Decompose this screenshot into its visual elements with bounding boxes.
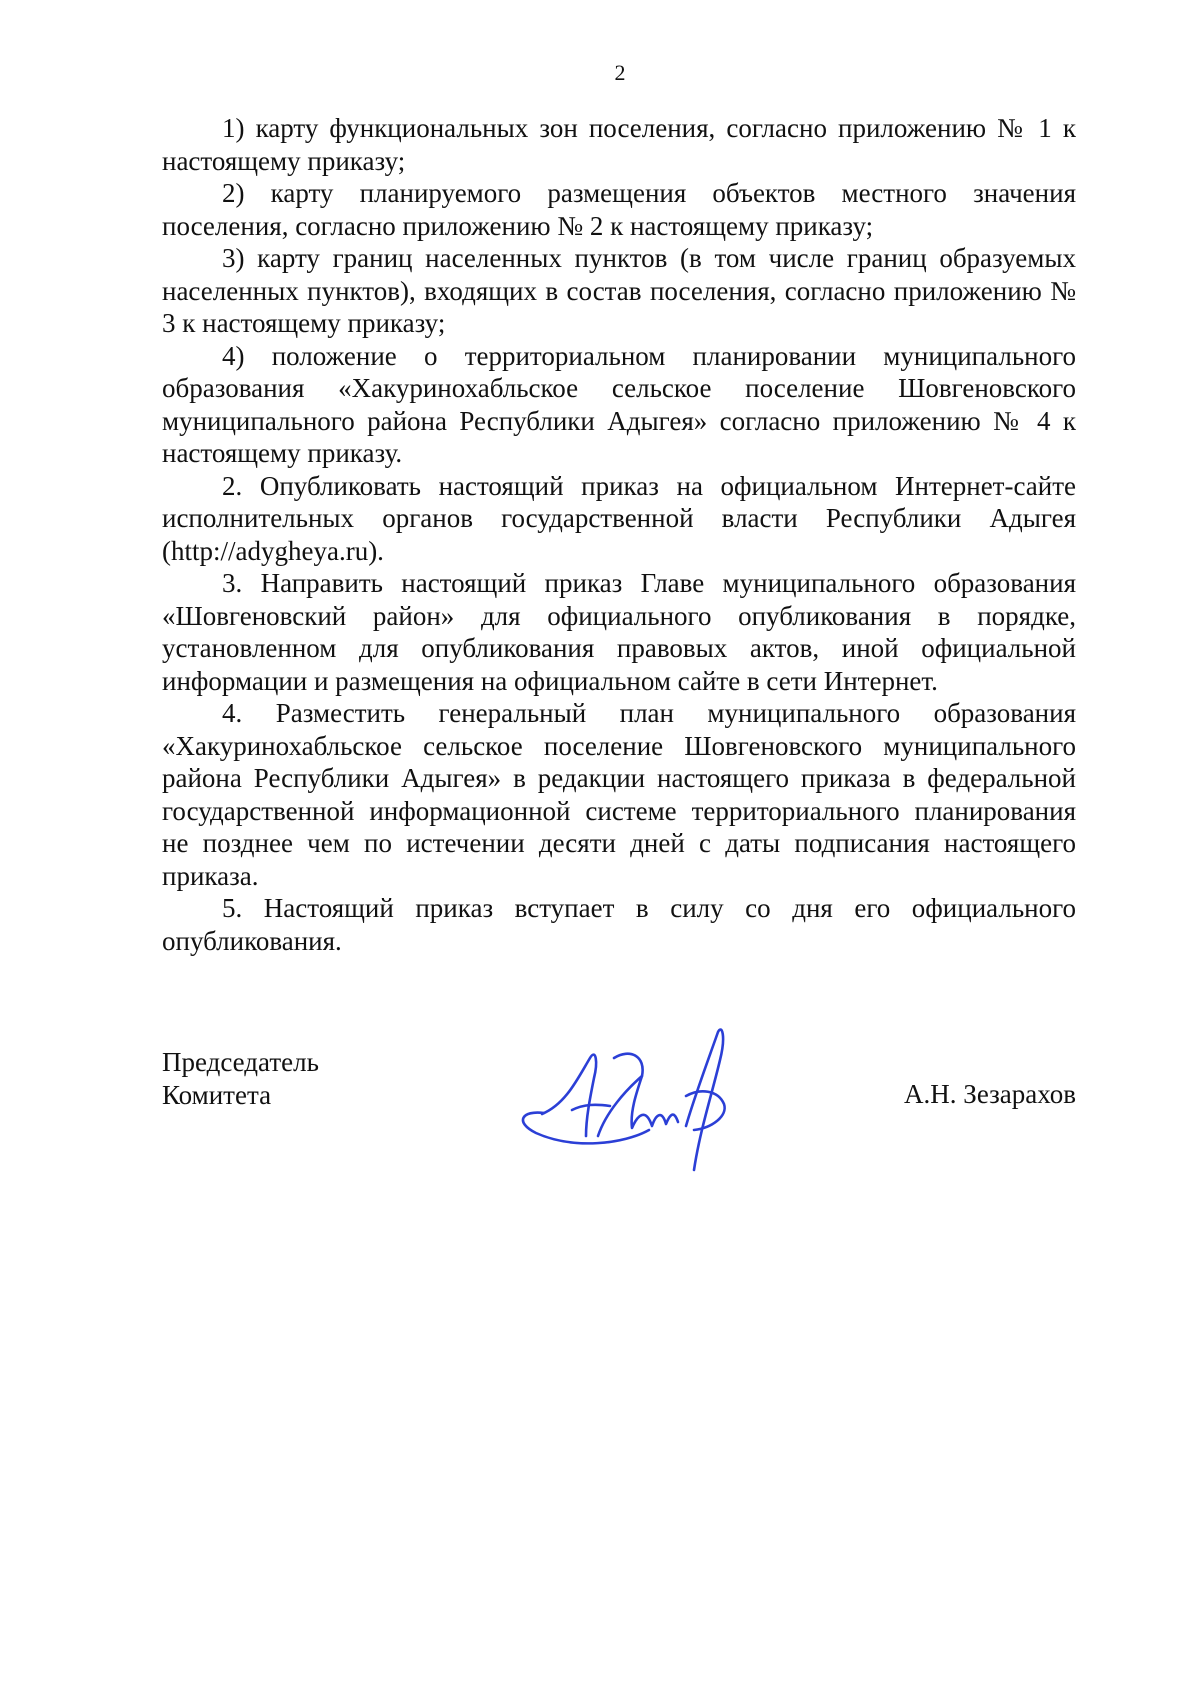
signature-block: [162, 1046, 1076, 1186]
handwritten-signature: [514, 1018, 744, 1178]
paragraph-item-2-map-local-objects: 2) карту планируемого размещения объектов местного значения поселения, согласно приложению № 2 к настоящему приказу;: [162, 178, 1076, 241]
signatory-position: [162, 1046, 319, 1111]
paragraph-item-3-map-settlement-borders: 3) карту границ населенных пунктов (в том числе границ образуемых населенных пунктов), входящих в состав поселения, согласно приложению № 3 к настоящему приказу;: [162, 243, 1076, 338]
paragraph-send-to-head: 3. Направить настоящий приказ Главе муниципального образования «Шовгеновский район» для официального опубликования в порядке, установленном для опубликования правовых актов, иной официальной информации и размещения на официальном сайте в сети Интернет.: [162, 568, 1076, 696]
paragraph-place-in-fgis: 4. Разместить генеральный план муниципального образования «Хакуринохабльское сельское поселение Шовгеновского муниципального района Республики Адыгея» в редакции настоящего приказа в федеральной государственной информационной системе территориального планирования не позднее чем по истечении десяти дней с даты подписания настоящего приказа.: [162, 698, 1076, 891]
signatory-position-line-2: Комитета: [162, 1079, 272, 1110]
paragraph-publish-on-website: 2. Опубликовать настоящий приказ на официальном Интернет-сайте исполнительных органов государственной власти Республики Адыгея (http://adygheya.ru).: [162, 470, 1076, 566]
signatory-position-line-1: Председатель: [162, 1047, 319, 1077]
paragraph-item-4-territorial-planning-regulation: 4) положение о территориальном планировании муниципального образования «Хакуринохабльское сельское поселение Шовгеновского муниципального района Республики Адыгея» согласно приложению № 4 к настоящему приказу.: [162, 340, 1076, 468]
paragraph-entry-into-force: 5. Настоящий приказ вступает в силу со дня его официального опубликования.: [162, 893, 1076, 956]
signatory-name: А.Н. Зезарахов: [904, 1079, 1076, 1109]
page-number: 2: [614, 60, 626, 85]
document-body: [162, 112, 1076, 957]
paragraph-item-1-map-functional-zones: 1) карту функциональных зон поселения, согласно приложению № 1 к настоящему приказу;: [162, 113, 1076, 176]
